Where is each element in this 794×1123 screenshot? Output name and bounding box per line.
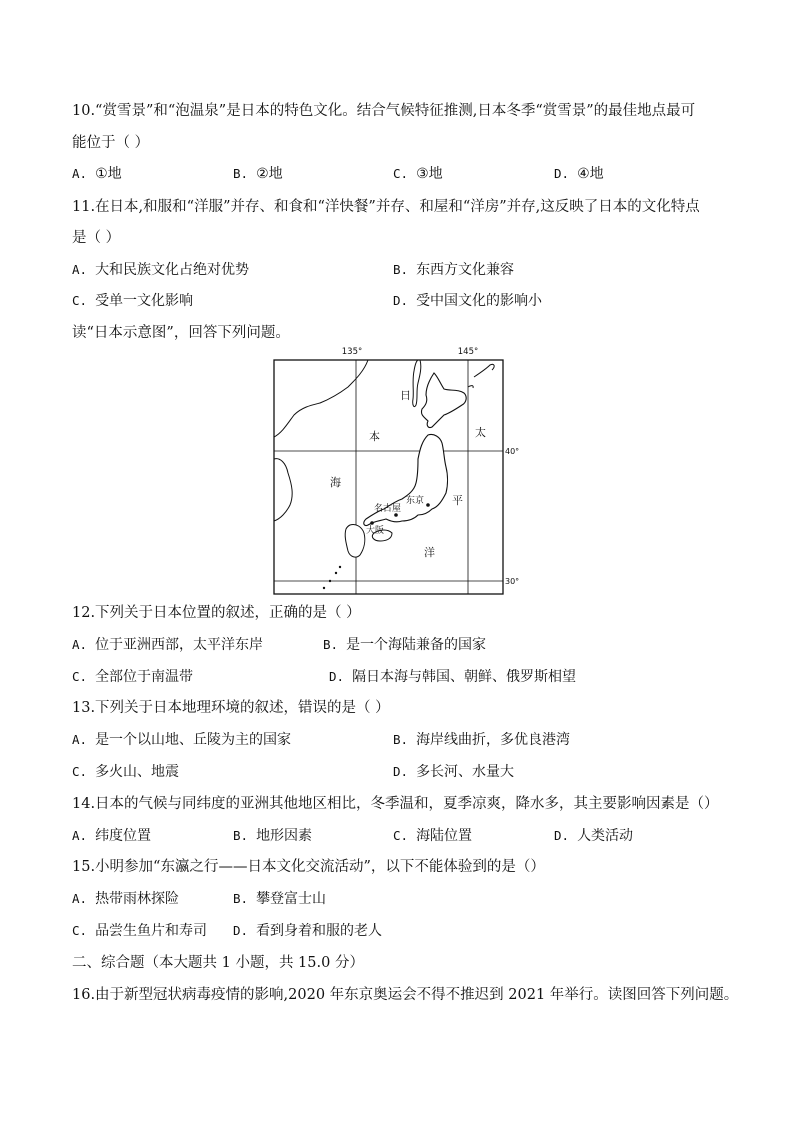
question-11-stem-line1: 11.在日本,和服和“洋服”并存、和食和“洋快餐”并存、和屋和“洋房”并存,这反映了日本的文化特点	[72, 199, 700, 215]
islet	[335, 572, 337, 574]
option-text: 纬度位置	[95, 828, 152, 844]
option-letter: D.	[329, 669, 345, 684]
question-14-stem: 14.日本的气候与同纬度的亚洲其他地区相比，冬季温和，夏季凉爽，降水多，其主要影响因素是（）	[72, 796, 719, 812]
q12-option-b[interactable]	[323, 635, 486, 655]
option-text: ④地	[577, 166, 604, 182]
option-letter: C.	[72, 669, 88, 684]
question-10-stem-line1: 10.“赏雪景”和“泡温泉”是日本的特色文化。结合气候特征推测,日本冬季“赏雪景”的最佳地点最可	[72, 103, 696, 119]
option-text: 多长河、水量大	[416, 764, 515, 780]
option-text: 受单一文化影响	[95, 293, 194, 309]
korean-peninsula	[274, 459, 292, 521]
map-frame	[274, 360, 503, 594]
q14-option-d[interactable]	[554, 826, 633, 846]
option-text: 东西方文化兼容	[416, 262, 515, 278]
option-text: 受中国文化的影响小	[416, 293, 543, 309]
kuril-islet	[468, 386, 473, 388]
tokyo-marker	[426, 503, 430, 507]
option-letter: D.	[393, 293, 409, 308]
sea-label-ben: 本	[369, 430, 380, 443]
option-letter: D.	[554, 828, 570, 843]
option-text: ②地	[256, 166, 283, 182]
q12-option-d[interactable]	[329, 667, 576, 687]
q10-option-c[interactable]	[393, 164, 443, 184]
option-text: 全部位于南温带	[95, 669, 194, 685]
option-text: 大和民族文化占绝对优势	[95, 262, 250, 278]
option-letter: B.	[393, 732, 409, 747]
option-text: 位于亚洲西部，太平洋东岸	[95, 637, 264, 653]
sea-label-yang: 洋	[424, 546, 435, 559]
option-letter: C.	[72, 923, 88, 938]
q12-option-a[interactable]	[72, 635, 263, 655]
q10-option-b[interactable]	[233, 164, 283, 184]
option-letter: B.	[233, 166, 249, 181]
q13-option-d[interactable]	[393, 762, 514, 782]
lat-label-30: 30°	[505, 577, 520, 586]
question-16-stem: 16.由于新型冠状病毒疫情的影响,2020 年东京奥运会不得不推迟到 2021 年举行。读图回答下列问题。	[72, 987, 739, 1003]
option-letter: A.	[72, 166, 88, 181]
option-text: 是一个以山地、丘陵为主的国家	[95, 732, 292, 748]
option-text: 热带雨林探险	[95, 891, 180, 907]
question-10-stem-line2: 能位于（ ）	[72, 135, 150, 151]
q15-option-a[interactable]	[72, 889, 179, 909]
city-label-nagoya: 名古屋	[374, 504, 402, 514]
city-label-osaka: 大阪	[366, 526, 385, 536]
option-letter: A.	[72, 891, 88, 906]
islet	[339, 566, 341, 568]
kyushu	[345, 524, 365, 557]
q12-option-c[interactable]	[72, 667, 193, 687]
option-letter: A.	[72, 262, 88, 277]
mainland-coast	[274, 360, 368, 437]
option-letter: B.	[323, 637, 339, 652]
lat-label-40: 40°	[505, 447, 520, 456]
city-label-tokyo: 东京	[406, 496, 425, 506]
sea-label-tai: 太	[475, 426, 486, 439]
option-text: 品尝生鱼片和寿司	[95, 923, 208, 939]
question-11-stem-line2: 是（ ）	[72, 230, 121, 246]
option-letter: D.	[554, 166, 570, 181]
islet	[329, 580, 331, 582]
lon-label-145: 145°	[457, 347, 479, 357]
option-text: 地形因素	[256, 828, 313, 844]
q14-option-c[interactable]	[393, 826, 472, 846]
sea-label-hai: 海	[330, 476, 341, 489]
kuril-islands	[474, 364, 494, 377]
option-text: ③地	[416, 166, 443, 182]
japan-map-svg	[268, 343, 520, 599]
q15-option-c[interactable]	[72, 921, 207, 941]
option-letter: B.	[233, 828, 249, 843]
map-reading-intro: 读“日本示意图”，回答下列问题。	[72, 325, 290, 341]
q11-option-b[interactable]	[393, 260, 514, 280]
option-text: 看到身着和服的老人	[256, 923, 383, 939]
option-text: 海陆位置	[416, 828, 473, 844]
option-letter: C.	[393, 166, 409, 181]
osaka-marker	[370, 521, 374, 525]
lon-label-135: 135°	[341, 347, 363, 357]
q13-option-c[interactable]	[72, 762, 179, 782]
q10-option-a[interactable]	[72, 164, 122, 184]
question-15-stem: 15.小明参加“东瀛之行——日本文化交流活动”，以下不能体验到的是（）	[72, 859, 545, 875]
q14-option-b[interactable]	[233, 826, 312, 846]
option-letter: C.	[72, 293, 88, 308]
option-letter: B.	[393, 262, 409, 277]
option-letter: C.	[393, 828, 409, 843]
option-text: ①地	[95, 166, 122, 182]
option-text: 海岸线曲折，多优良港湾	[416, 732, 571, 748]
islet	[323, 587, 325, 589]
option-text: 多火山、地震	[95, 764, 180, 780]
q15-option-b[interactable]	[233, 889, 326, 909]
option-letter: B.	[233, 891, 249, 906]
option-text: 是一个海陆兼备的国家	[346, 637, 487, 653]
q11-option-d[interactable]	[393, 291, 542, 311]
q11-option-c[interactable]	[72, 291, 193, 311]
q13-option-a[interactable]	[72, 730, 291, 750]
japan-map	[268, 343, 520, 599]
option-letter: D.	[233, 923, 249, 938]
option-letter: D.	[393, 764, 409, 779]
option-text: 隔日本海与韩国、朝鲜、俄罗斯相望	[352, 669, 577, 685]
section-2-heading: 二、综合题（本大题共 1 小题，共 15.0 分）	[72, 955, 364, 971]
option-text: 攀登富士山	[256, 891, 327, 907]
option-letter: A.	[72, 637, 88, 652]
q13-option-b[interactable]	[393, 730, 570, 750]
q10-option-d[interactable]	[554, 164, 604, 184]
hokkaido	[421, 373, 466, 428]
option-letter: A.	[72, 828, 88, 843]
sakhalin	[413, 360, 421, 407]
q11-option-a[interactable]	[72, 260, 249, 280]
option-text: 人类活动	[577, 828, 634, 844]
question-13-stem: 13.下列关于日本地理环境的叙述，错误的是（ ）	[72, 700, 390, 716]
q14-option-a[interactable]	[72, 826, 151, 846]
option-letter: C.	[72, 764, 88, 779]
option-letter: A.	[72, 732, 88, 747]
sea-label-ri: 日	[400, 389, 411, 402]
q15-option-d[interactable]	[233, 921, 382, 941]
question-12-stem: 12.下列关于日本位置的叙述，正确的是（ ）	[72, 605, 361, 621]
sea-label-ping: 平	[452, 494, 463, 507]
